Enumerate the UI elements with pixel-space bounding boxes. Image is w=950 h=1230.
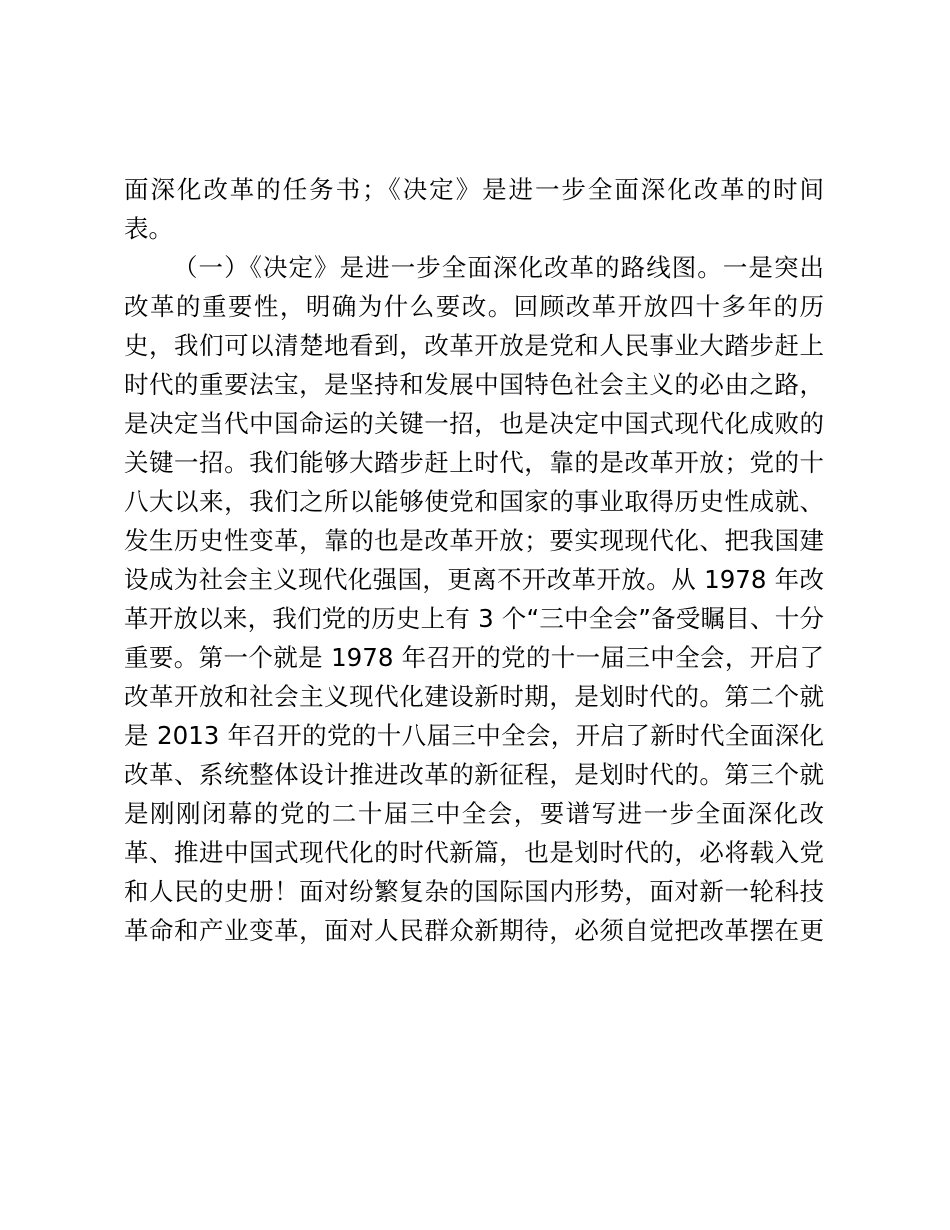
text-line: 设成为社会主义现代化强国，更离不开改革开放。从 1978 年改 [124,565,824,594]
text-line: 改革开放和社会主义现代化建设新时期，是划时代的。第二个就 [124,682,824,711]
body-text [124,170,824,950]
text-line: 八大以来，我们之所以能够使党和国家的事业取得历史性成就、 [124,487,824,516]
text-line: 改革的重要性，明确为什么要改。回顾改革开放四十多年的历 [124,292,824,321]
text-line: 改革、系统整体设计推进改革的新征程，是划时代的。第三个就 [124,760,824,789]
text-line: 革开放以来，我们党的历史上有 3 个“三中全会”备受瞩目、十分 [124,604,824,633]
text-line: 是刚刚闭幕的党的二十届三中全会，要谱写进一步全面深化改 [124,799,824,828]
text-line: 是决定当代中国命运的关键一招，也是决定中国式现代化成败的 [124,409,824,438]
text-line: 重要。第一个就是 1978 年召开的党的十一届三中全会，开启了 [124,643,824,672]
text-line: 时代的重要法宝，是坚持和发展中国特色社会主义的必由之路， [124,370,824,399]
text-line: 革命和产业变革，面对人民群众新期待，必须自觉把改革摆在更 [124,916,824,945]
text-line: 是 2013 年召开的党的十八届三中全会，开启了新时代全面深化 [124,721,824,750]
text-line: 史，我们可以清楚地看到，改革开放是党和人民事业大踏步赶上 [124,331,824,360]
text-line: 关键一招。我们能够大踏步赶上时代，靠的是改革开放；党的十 [124,448,824,477]
text-line: 发生历史性变革，靠的也是改革开放；要实现现代化、把我国建 [124,526,824,555]
text-line: 革、推进中国式现代化的时代新篇，也是划时代的，必将载入党 [124,838,824,867]
text-line: 和人民的史册！面对纷繁复杂的国际国内形势，面对新一轮科技 [124,877,824,906]
text-line: 表。 [124,214,173,243]
text-line: 面深化改革的任务书；《决定》是进一步全面深化改革的时间 [124,175,824,204]
paragraph-first-line: （一）《决定》是进一步全面深化改革的路线图。一是突出 [173,253,824,282]
